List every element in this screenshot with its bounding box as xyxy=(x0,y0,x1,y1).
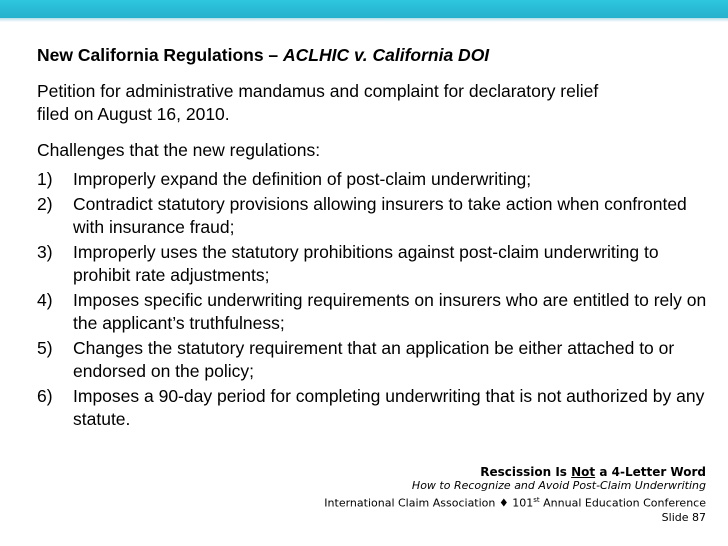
footer-title-a: Rescission Is xyxy=(480,465,572,479)
list-item xyxy=(37,289,707,335)
list-item-text: Contradict statutory provisions allowing insurers to take action when confronted with insurance fraud; xyxy=(73,194,687,237)
list-item-number: 5) xyxy=(37,338,53,358)
list-item-text: Changes the statutory requirement that an application be either attached to or endorsed on the policy; xyxy=(73,338,675,381)
slide-number: Slide 87 xyxy=(661,510,706,524)
list-item-text: Imposes a 90-day period for completing underwriting that is not authorized by any statute. xyxy=(73,386,705,429)
challenges-intro: Challenges that the new regulations: xyxy=(37,140,321,160)
list-item-number: 3) xyxy=(37,242,53,262)
footer-conference xyxy=(306,493,706,511)
footer-title-not: Not xyxy=(571,465,596,479)
footer-assoc-sup: st xyxy=(533,496,540,504)
petition-line-2: filed on August 16, 2010. xyxy=(37,104,230,124)
list-item-number: 6) xyxy=(37,386,53,406)
heading-prefix: New California Regulations – xyxy=(37,45,284,65)
list-item xyxy=(37,193,707,239)
list-item-number: 2) xyxy=(37,194,53,214)
challenges-list xyxy=(37,168,707,431)
list-item-number: 1) xyxy=(37,169,53,189)
top-accent-shadow xyxy=(0,18,728,22)
slide-heading xyxy=(37,44,707,67)
footer-title-b: a 4-Letter Word xyxy=(595,465,706,479)
list-item-number: 4) xyxy=(37,290,53,310)
list-item xyxy=(37,168,707,191)
list-item xyxy=(37,385,707,431)
petition-paragraph xyxy=(37,80,707,126)
slide-footer xyxy=(306,465,706,525)
footer-assoc-b: Annual Education Conference xyxy=(539,496,706,510)
top-accent-bar xyxy=(0,0,728,18)
list-item xyxy=(37,337,707,383)
list-item xyxy=(37,241,707,287)
footer-subtitle: How to Recognize and Avoid Post-Claim Underwriting xyxy=(411,479,706,492)
footer-title xyxy=(306,465,706,479)
list-item-text: Improperly expand the definition of post-claim underwriting; xyxy=(73,169,532,189)
slide-body xyxy=(37,44,707,433)
heading-case-name: ACLHIC v. California DOI xyxy=(283,45,490,65)
footer-assoc-a: International Claim Association ♦ 101 xyxy=(324,496,534,510)
list-item-text: Improperly uses the statutory prohibitions against post-claim underwriting to prohibit rate adjustments; xyxy=(73,242,659,285)
petition-line-1: Petition for administrative mandamus and complaint for declaratory relief xyxy=(37,81,599,101)
list-item-text: Imposes specific underwriting requirements on insurers who are entitled to rely on the applicant’s truthfulness; xyxy=(73,290,707,333)
